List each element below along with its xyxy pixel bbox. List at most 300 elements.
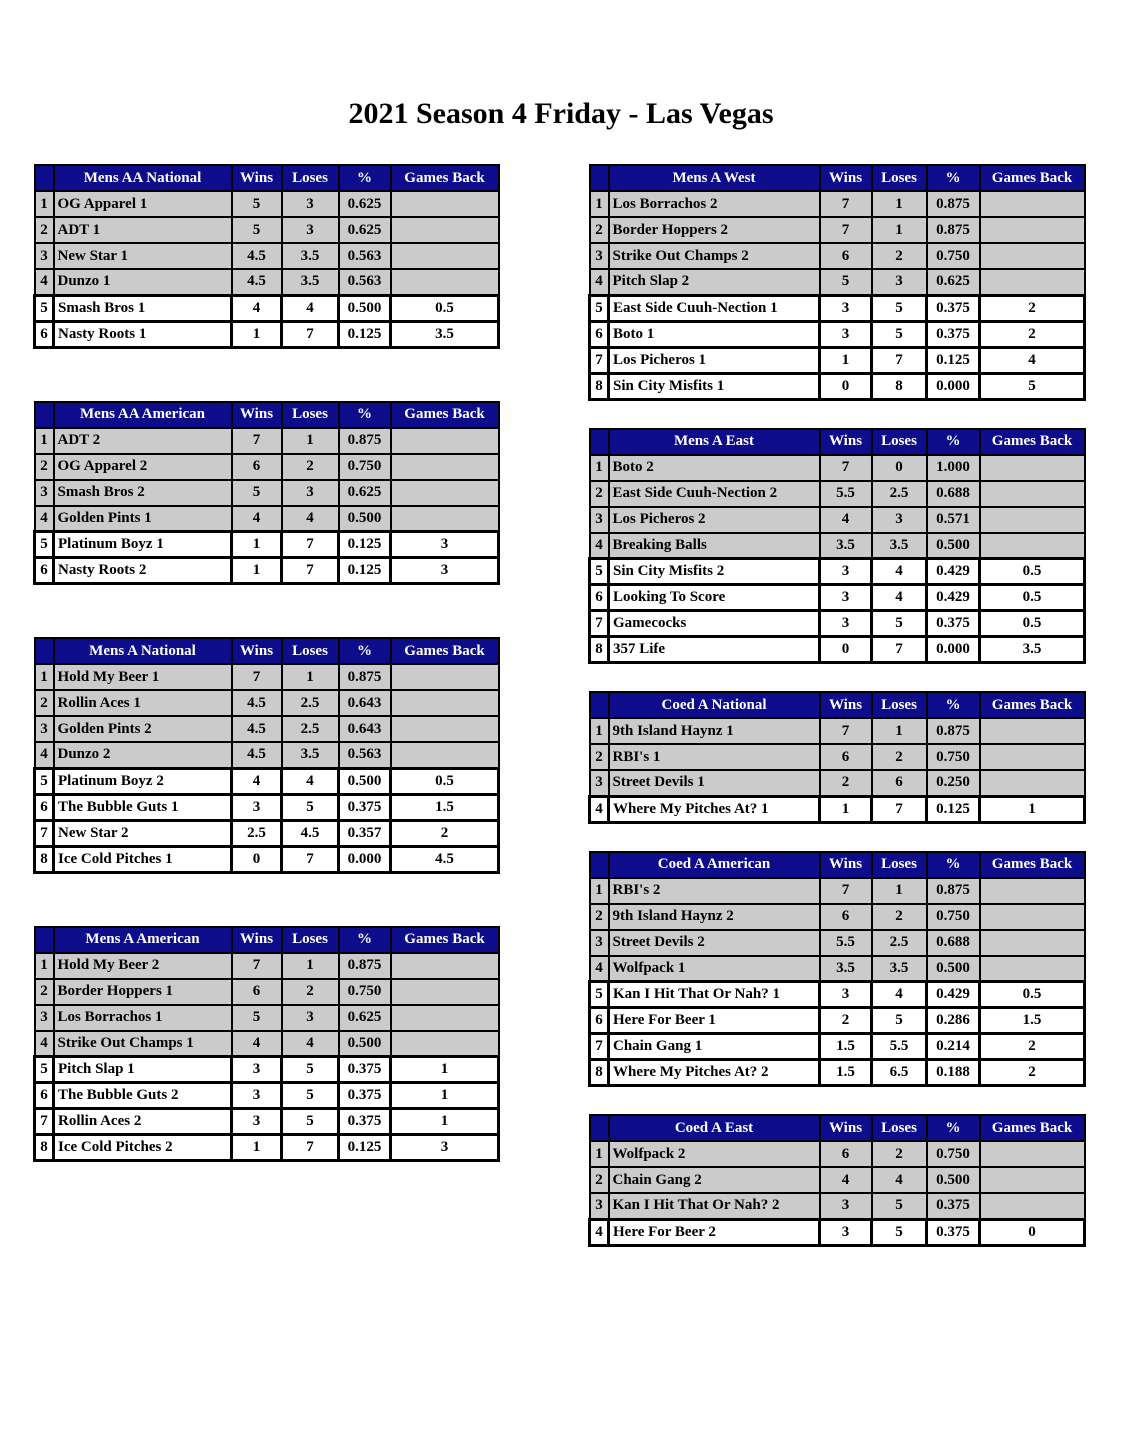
table-row xyxy=(35,846,499,872)
rank-cell: 4 xyxy=(590,956,609,982)
wins-cell: 1 xyxy=(820,347,872,373)
wins-cell: 5 xyxy=(820,269,872,295)
games-back-cell xyxy=(980,191,1085,217)
wins-cell: 3 xyxy=(820,982,872,1008)
team-cell: Where My Pitches At? 1 xyxy=(609,796,820,822)
pct-cell: 0.429 xyxy=(927,982,980,1008)
pct-cell: 0.375 xyxy=(339,1109,391,1135)
games-back-cell: 2 xyxy=(980,1034,1085,1060)
loses-header: Loses xyxy=(872,1115,927,1141)
loses-cell: 2.5 xyxy=(872,481,927,507)
table-row xyxy=(35,716,499,742)
team-cell: Rollin Aces 1 xyxy=(54,690,232,716)
team-cell: Boto 1 xyxy=(609,321,820,347)
games-back-cell xyxy=(980,507,1085,533)
team-cell: Los Borrachos 1 xyxy=(54,1005,232,1031)
pct-cell: 0.500 xyxy=(927,533,980,559)
pct-cell: 0.125 xyxy=(339,1135,391,1161)
team-cell: Street Devils 2 xyxy=(609,930,820,956)
loses-cell: 1 xyxy=(282,953,339,979)
rank-cell: 2 xyxy=(590,904,609,930)
header-row xyxy=(35,402,499,428)
pct-cell: 0.214 xyxy=(927,1034,980,1060)
games-back-header: Games Back xyxy=(980,165,1085,191)
pct-cell: 0.429 xyxy=(927,559,980,585)
wins-cell: 4 xyxy=(232,295,282,321)
table-row xyxy=(590,455,1085,481)
pct-header: % xyxy=(927,1115,980,1141)
standings-table-mens-a-national xyxy=(33,637,500,874)
games-back-cell xyxy=(980,1167,1085,1193)
team-cell: ADT 2 xyxy=(54,428,232,454)
team-cell: Dunzo 2 xyxy=(54,742,232,768)
wins-cell: 3 xyxy=(820,585,872,611)
loses-cell: 5 xyxy=(282,1109,339,1135)
table-row xyxy=(590,611,1085,637)
pct-cell: 0.688 xyxy=(927,930,980,956)
rank-cell: 2 xyxy=(590,217,609,243)
loses-cell: 4 xyxy=(282,506,339,532)
table-row xyxy=(35,295,499,321)
pct-cell: 0.625 xyxy=(339,191,391,217)
rank-cell: 8 xyxy=(590,1060,609,1086)
table-row xyxy=(590,1167,1085,1193)
games-back-cell xyxy=(980,770,1085,796)
rank-cell: 1 xyxy=(35,953,54,979)
table-row xyxy=(590,1219,1085,1245)
games-back-cell: 1 xyxy=(980,796,1085,822)
table-row xyxy=(590,243,1085,269)
wins-cell: 3 xyxy=(820,321,872,347)
pct-cell: 0.375 xyxy=(339,1083,391,1109)
team-cell: 9th Island Haynz 2 xyxy=(609,904,820,930)
table-row xyxy=(590,295,1085,321)
table-row xyxy=(590,533,1085,559)
games-back-cell: 1.5 xyxy=(980,1008,1085,1034)
pct-header: % xyxy=(927,852,980,878)
pct-cell: 0.375 xyxy=(927,321,980,347)
table-title: Mens AA American xyxy=(54,402,232,428)
wins-header: Wins xyxy=(232,402,282,428)
pct-cell: 0.357 xyxy=(339,820,391,846)
table-row xyxy=(35,953,499,979)
rank-cell: 5 xyxy=(35,532,54,558)
table-row xyxy=(590,930,1085,956)
games-back-cell xyxy=(391,243,499,269)
header-row xyxy=(590,692,1085,718)
pct-cell: 0.563 xyxy=(339,269,391,295)
wins-cell: 3 xyxy=(820,1193,872,1219)
page-title: 2021 Season 4 Friday - Las Vegas xyxy=(348,97,774,130)
wins-cell: 7 xyxy=(820,217,872,243)
rank-cell: 4 xyxy=(35,742,54,768)
wins-cell: 3 xyxy=(232,1083,282,1109)
pct-header: % xyxy=(339,638,391,664)
table-row xyxy=(590,637,1085,663)
rank-cell: 5 xyxy=(590,559,609,585)
rank-cell: 6 xyxy=(590,321,609,347)
games-back-header: Games Back xyxy=(980,692,1085,718)
games-back-cell: 2 xyxy=(980,295,1085,321)
table-row xyxy=(35,664,499,690)
table-row xyxy=(590,321,1085,347)
pct-cell: 0.500 xyxy=(339,1031,391,1057)
team-cell: Sin City Misfits 2 xyxy=(609,559,820,585)
table-row xyxy=(35,558,499,584)
loses-header: Loses xyxy=(282,402,339,428)
header-row xyxy=(35,638,499,664)
rank-cell: 4 xyxy=(590,796,609,822)
pct-cell: 0.286 xyxy=(927,1008,980,1034)
rank-cell: 3 xyxy=(590,1193,609,1219)
loses-cell: 7 xyxy=(872,796,927,822)
games-back-cell xyxy=(980,904,1085,930)
pct-cell: 0.571 xyxy=(927,507,980,533)
wins-cell: 4.5 xyxy=(232,243,282,269)
rank-cell: 3 xyxy=(35,243,54,269)
games-back-cell: 2 xyxy=(980,321,1085,347)
games-back-cell xyxy=(980,243,1085,269)
pct-cell: 0.750 xyxy=(927,904,980,930)
loses-cell: 3 xyxy=(282,191,339,217)
loses-cell: 1 xyxy=(872,191,927,217)
games-back-cell: 1.5 xyxy=(391,794,499,820)
loses-cell: 4.5 xyxy=(282,820,339,846)
team-cell: Wolfpack 1 xyxy=(609,956,820,982)
team-cell: RBI's 1 xyxy=(609,744,820,770)
wins-header: Wins xyxy=(820,1115,872,1141)
header-row xyxy=(590,165,1085,191)
wins-cell: 3 xyxy=(232,1109,282,1135)
pct-cell: 0.188 xyxy=(927,1060,980,1086)
table-row xyxy=(590,191,1085,217)
wins-cell: 4.5 xyxy=(232,742,282,768)
pct-header: % xyxy=(339,165,391,191)
games-back-cell xyxy=(980,481,1085,507)
rank-cell: 6 xyxy=(35,321,54,347)
team-cell: Strike Out Champs 2 xyxy=(609,243,820,269)
games-back-cell: 3 xyxy=(391,532,499,558)
team-cell: The Bubble Guts 2 xyxy=(54,1083,232,1109)
table-row xyxy=(35,428,499,454)
wins-cell: 3.5 xyxy=(820,533,872,559)
wins-cell: 1.5 xyxy=(820,1060,872,1086)
pct-cell: 0.429 xyxy=(927,585,980,611)
table-row xyxy=(590,269,1085,295)
table-row xyxy=(35,1031,499,1057)
wins-cell: 5 xyxy=(232,1005,282,1031)
team-cell: Hold My Beer 2 xyxy=(54,953,232,979)
wins-cell: 6 xyxy=(820,1141,872,1167)
loses-cell: 2.5 xyxy=(282,690,339,716)
team-cell: East Side Cuuh-Nection 2 xyxy=(609,481,820,507)
games-back-cell: 1 xyxy=(391,1109,499,1135)
team-cell: Boto 2 xyxy=(609,455,820,481)
team-cell: Hold My Beer 1 xyxy=(54,664,232,690)
table-row xyxy=(35,1005,499,1031)
pct-header: % xyxy=(927,429,980,455)
wins-cell: 0 xyxy=(232,846,282,872)
rank-cell: 4 xyxy=(35,506,54,532)
team-cell: Ice Cold Pitches 2 xyxy=(54,1135,232,1161)
loses-cell: 3.5 xyxy=(872,956,927,982)
rank-cell: 5 xyxy=(590,982,609,1008)
table-title: Coed A East xyxy=(609,1115,820,1141)
table-row xyxy=(590,217,1085,243)
team-cell: Los Picheros 2 xyxy=(609,507,820,533)
team-cell: Where My Pitches At? 2 xyxy=(609,1060,820,1086)
loses-header: Loses xyxy=(282,165,339,191)
games-back-header: Games Back xyxy=(391,638,499,664)
pct-cell: 0.875 xyxy=(339,428,391,454)
pct-cell: 0.125 xyxy=(927,347,980,373)
rank-cell: 4 xyxy=(35,1031,54,1057)
wins-cell: 1 xyxy=(232,321,282,347)
games-back-cell: 0 xyxy=(980,1219,1085,1245)
loses-cell: 4 xyxy=(282,768,339,794)
table-row xyxy=(590,373,1085,399)
table-title: Coed A American xyxy=(609,852,820,878)
wins-cell: 6 xyxy=(232,979,282,1005)
games-back-cell: 4.5 xyxy=(391,846,499,872)
team-cell: OG Apparel 1 xyxy=(54,191,232,217)
loses-cell: 8 xyxy=(872,373,927,399)
rank-header-cell xyxy=(35,638,54,664)
header-row xyxy=(590,429,1085,455)
rank-cell: 6 xyxy=(590,1008,609,1034)
games-back-cell xyxy=(980,1193,1085,1219)
wins-cell: 3.5 xyxy=(820,956,872,982)
games-back-cell: 4 xyxy=(980,347,1085,373)
team-cell: Ice Cold Pitches 1 xyxy=(54,846,232,872)
wins-cell: 3 xyxy=(232,1057,282,1083)
rank-cell: 8 xyxy=(35,846,54,872)
table-row xyxy=(590,347,1085,373)
team-cell: Here For Beer 1 xyxy=(609,1008,820,1034)
header-row xyxy=(35,927,499,953)
wins-cell: 7 xyxy=(820,878,872,904)
rank-cell: 7 xyxy=(590,1034,609,1060)
wins-cell: 4.5 xyxy=(232,269,282,295)
team-cell: Nasty Roots 1 xyxy=(54,321,232,347)
pct-cell: 0.750 xyxy=(339,979,391,1005)
table-title: Mens A National xyxy=(54,638,232,664)
wins-cell: 2 xyxy=(820,770,872,796)
games-back-cell: 3 xyxy=(391,1135,499,1161)
games-back-cell xyxy=(391,716,499,742)
wins-cell: 5 xyxy=(232,217,282,243)
rank-cell: 8 xyxy=(590,637,609,663)
loses-cell: 5 xyxy=(872,1193,927,1219)
wins-cell: 6 xyxy=(820,904,872,930)
rank-cell: 1 xyxy=(590,191,609,217)
pct-header: % xyxy=(927,692,980,718)
wins-header: Wins xyxy=(820,852,872,878)
wins-cell: 4 xyxy=(820,1167,872,1193)
loses-cell: 3.5 xyxy=(282,269,339,295)
loses-cell: 3 xyxy=(282,217,339,243)
team-cell: New Star 2 xyxy=(54,820,232,846)
rank-cell: 5 xyxy=(35,768,54,794)
table-row xyxy=(590,770,1085,796)
table-row xyxy=(590,1008,1085,1034)
rank-cell: 1 xyxy=(35,191,54,217)
games-back-cell: 0.5 xyxy=(980,559,1085,585)
team-cell: Breaking Balls xyxy=(609,533,820,559)
loses-cell: 0 xyxy=(872,455,927,481)
team-cell: Golden Pints 1 xyxy=(54,506,232,532)
loses-cell: 1 xyxy=(872,878,927,904)
wins-header: Wins xyxy=(820,692,872,718)
rank-cell: 3 xyxy=(35,480,54,506)
pct-cell: 0.625 xyxy=(339,480,391,506)
wins-cell: 7 xyxy=(232,664,282,690)
pct-header: % xyxy=(339,402,391,428)
wins-cell: 3 xyxy=(820,559,872,585)
loses-cell: 5.5 xyxy=(872,1034,927,1060)
pct-cell: 0.125 xyxy=(927,796,980,822)
standings-table-mens-aa-american xyxy=(33,401,500,586)
rank-cell: 1 xyxy=(590,878,609,904)
games-back-cell xyxy=(391,742,499,768)
team-cell: Street Devils 1 xyxy=(609,770,820,796)
wins-cell: 3 xyxy=(820,611,872,637)
team-cell: Border Hoppers 1 xyxy=(54,979,232,1005)
rank-cell: 7 xyxy=(590,611,609,637)
rank-header-cell xyxy=(590,852,609,878)
pct-cell: 0.000 xyxy=(927,373,980,399)
rank-cell: 2 xyxy=(35,690,54,716)
rank-cell: 2 xyxy=(590,1167,609,1193)
table-row xyxy=(590,982,1085,1008)
pct-cell: 0.563 xyxy=(339,742,391,768)
table-row xyxy=(35,1135,499,1161)
pct-cell: 0.875 xyxy=(927,217,980,243)
loses-cell: 1 xyxy=(872,217,927,243)
wins-cell: 3 xyxy=(820,295,872,321)
team-cell: Platinum Boyz 1 xyxy=(54,532,232,558)
pct-cell: 0.500 xyxy=(339,768,391,794)
games-back-cell: 2 xyxy=(980,1060,1085,1086)
standings-table-mens-aa-national xyxy=(33,164,500,349)
rank-cell: 6 xyxy=(35,794,54,820)
wins-cell: 2.5 xyxy=(232,820,282,846)
pct-cell: 0.875 xyxy=(927,718,980,744)
header-row xyxy=(590,1115,1085,1141)
games-back-cell xyxy=(980,455,1085,481)
team-cell: Pitch Slap 1 xyxy=(54,1057,232,1083)
games-back-cell xyxy=(980,217,1085,243)
team-cell: Dunzo 1 xyxy=(54,269,232,295)
table-row xyxy=(590,718,1085,744)
wins-cell: 4 xyxy=(232,768,282,794)
table-row xyxy=(35,1083,499,1109)
loses-cell: 1 xyxy=(872,718,927,744)
pct-cell: 0.375 xyxy=(927,295,980,321)
header-row xyxy=(590,852,1085,878)
rank-cell: 4 xyxy=(590,1219,609,1245)
rank-cell: 3 xyxy=(590,770,609,796)
pct-header: % xyxy=(927,165,980,191)
rank-cell: 7 xyxy=(35,1109,54,1135)
wins-header: Wins xyxy=(820,429,872,455)
team-cell: Los Picheros 1 xyxy=(609,347,820,373)
team-cell: Nasty Roots 2 xyxy=(54,558,232,584)
wins-cell: 1.5 xyxy=(820,1034,872,1060)
team-cell: Platinum Boyz 2 xyxy=(54,768,232,794)
loses-cell: 5 xyxy=(282,1057,339,1083)
wins-cell: 6 xyxy=(232,454,282,480)
games-back-cell xyxy=(391,1031,499,1057)
wins-cell: 4 xyxy=(820,507,872,533)
loses-cell: 4 xyxy=(872,1167,927,1193)
team-cell: East Side Cuuh-Nection 1 xyxy=(609,295,820,321)
rank-cell: 2 xyxy=(35,979,54,1005)
games-back-cell: 0.5 xyxy=(980,585,1085,611)
team-cell: Wolfpack 2 xyxy=(609,1141,820,1167)
loses-cell: 2 xyxy=(282,979,339,1005)
team-cell: Pitch Slap 2 xyxy=(609,269,820,295)
games-back-cell xyxy=(391,979,499,1005)
team-cell: Smash Bros 2 xyxy=(54,480,232,506)
games-back-cell: 1 xyxy=(391,1057,499,1083)
loses-header: Loses xyxy=(282,927,339,953)
pct-cell: 0.563 xyxy=(339,243,391,269)
loses-cell: 3 xyxy=(872,269,927,295)
loses-cell: 4 xyxy=(872,559,927,585)
team-cell: ADT 1 xyxy=(54,217,232,243)
table-row xyxy=(590,507,1085,533)
pct-cell: 0.250 xyxy=(927,770,980,796)
wins-cell: 1 xyxy=(232,558,282,584)
loses-cell: 5 xyxy=(872,611,927,637)
pct-cell: 0.875 xyxy=(927,878,980,904)
loses-cell: 4 xyxy=(872,982,927,1008)
games-back-cell xyxy=(980,1141,1085,1167)
loses-cell: 7 xyxy=(872,637,927,663)
wins-cell: 5 xyxy=(232,191,282,217)
table-row xyxy=(35,1109,499,1135)
rank-cell: 3 xyxy=(35,1005,54,1031)
pct-cell: 0.375 xyxy=(927,611,980,637)
table-row xyxy=(35,794,499,820)
loses-cell: 2 xyxy=(872,904,927,930)
pct-cell: 0.500 xyxy=(927,1167,980,1193)
games-back-cell: 3.5 xyxy=(391,321,499,347)
rank-cell: 3 xyxy=(35,716,54,742)
loses-cell: 3 xyxy=(282,1005,339,1031)
pct-cell: 0.500 xyxy=(927,956,980,982)
team-cell: Smash Bros 1 xyxy=(54,295,232,321)
games-back-cell: 2 xyxy=(391,820,499,846)
rank-cell: 5 xyxy=(590,295,609,321)
loses-cell: 4 xyxy=(872,585,927,611)
rank-cell: 8 xyxy=(590,373,609,399)
games-back-cell xyxy=(391,428,499,454)
loses-cell: 5 xyxy=(282,1083,339,1109)
pct-cell: 0.750 xyxy=(339,454,391,480)
pct-cell: 0.875 xyxy=(339,664,391,690)
games-back-cell: 1 xyxy=(391,1083,499,1109)
team-cell: Strike Out Champs 1 xyxy=(54,1031,232,1057)
table-row xyxy=(590,481,1085,507)
team-cell: Here For Beer 2 xyxy=(609,1219,820,1245)
loses-cell: 5 xyxy=(872,1008,927,1034)
wins-cell: 3 xyxy=(820,1219,872,1245)
table-row xyxy=(590,878,1085,904)
left-column xyxy=(33,164,497,1214)
games-back-header: Games Back xyxy=(980,1115,1085,1141)
